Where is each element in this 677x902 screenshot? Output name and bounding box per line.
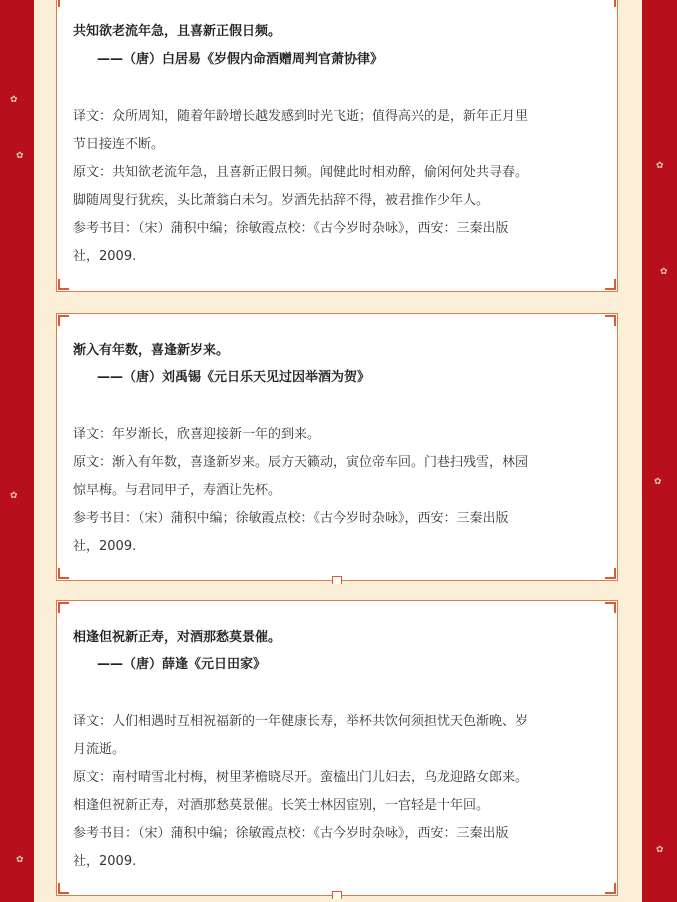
translation-line: 月流逝。 (73, 742, 126, 757)
poem-verse: 相逢但祝新正寿，对酒那愁莫景催。 (73, 630, 282, 645)
left-red-border (0, 0, 34, 902)
ornament-icon: ✿ (16, 855, 24, 865)
ornament-icon: ✿ (10, 95, 18, 105)
translation-line: 译文：年岁渐长，欣喜迎接新一年的到来。 (73, 427, 321, 442)
reference-line: 参考书目：（宋）蒲积中编；徐敏霞点校：《古今岁时杂咏》，西安：三秦出版 (73, 826, 509, 841)
corner-ornament (605, 0, 616, 7)
ornament-icon: ✿ (660, 267, 668, 277)
original-line: 原文：共知欲老流年急，且喜新正假日频。闻健此时相劝醉，偷闲何处共寻春。 (73, 165, 529, 180)
corner-ornament (605, 883, 616, 894)
ornament-icon: ✿ (10, 491, 18, 501)
poem-card (56, 313, 618, 581)
poem-source: ——（唐）刘禹锡《元日乐天见过因举酒为贺》 (97, 370, 371, 385)
ornament-icon: ✿ (654, 477, 662, 487)
ornament-icon: ✿ (656, 845, 664, 855)
original-line: 脚随周叟行犹疾，头比萧翁白未匀。岁酒先拈辞不得，被君推作少年人。 (73, 193, 490, 208)
corner-ornament (605, 602, 616, 613)
bottom-ornament (332, 891, 342, 899)
translation-line: 译文：众所周知，随着年龄增长越发感到时光飞逝；值得高兴的是，新年正月里 (73, 109, 529, 124)
poem-source: ——（唐）白居易《岁假内命酒赠周判官萧协律》 (97, 52, 384, 67)
original-line: 原文：南村晴雪北村梅，树里茅檐晓尽开。蛮榼出门儿妇去，乌龙迎路女郎来。 (73, 770, 529, 785)
corner-ornament (605, 315, 616, 326)
corner-ornament (58, 568, 69, 579)
reference-line: 参考书目：（宋）蒲积中编；徐敏霞点校：《古今岁时杂咏》，西安：三秦出版 (73, 511, 509, 526)
corner-ornament (58, 315, 69, 326)
translation-line: 节日接连不断。 (73, 137, 165, 152)
right-red-border (642, 0, 677, 902)
original-line: 原文：渐入有年数，喜逢新岁来。辰方天籁动，寅位帝车回。门巷扫残雪，林园 (73, 455, 529, 470)
reference-line: 社，2009. (73, 854, 137, 869)
corner-ornament (605, 279, 616, 290)
reference-line: 社，2009. (73, 539, 137, 554)
corner-ornament (605, 568, 616, 579)
poem-verse: 渐入有年数，喜逢新岁来。 (73, 343, 230, 358)
reference-line: 参考书目：（宋）蒲积中编；徐敏霞点校：《古今岁时杂咏》，西安：三秦出版 (73, 221, 509, 236)
reference-line: 社，2009. (73, 249, 137, 264)
poem-verse: 共知欲老流年急，且喜新正假日频。 (73, 24, 282, 39)
corner-ornament (58, 279, 69, 290)
original-line: 相逢但祝新正寿，对酒那愁莫景催。长笑士林因宦别，一官轻是十年回。 (73, 798, 490, 813)
bottom-ornament (332, 576, 342, 584)
corner-ornament (58, 883, 69, 894)
poem-card (56, 0, 618, 292)
poem-card (56, 600, 618, 896)
ornament-icon: ✿ (656, 161, 664, 171)
original-line: 惊早梅。与君同甲子，寿酒让先杯。 (73, 483, 282, 498)
poem-source: ——（唐）薛逢《元日田家》 (97, 657, 267, 672)
ornament-icon: ✿ (16, 151, 24, 161)
corner-ornament (58, 602, 69, 613)
corner-ornament (58, 0, 69, 7)
translation-line: 译文：人们相遇时互相祝福新的一年健康长寿，举杯共饮何须担忧天色渐晚、岁 (73, 714, 529, 729)
